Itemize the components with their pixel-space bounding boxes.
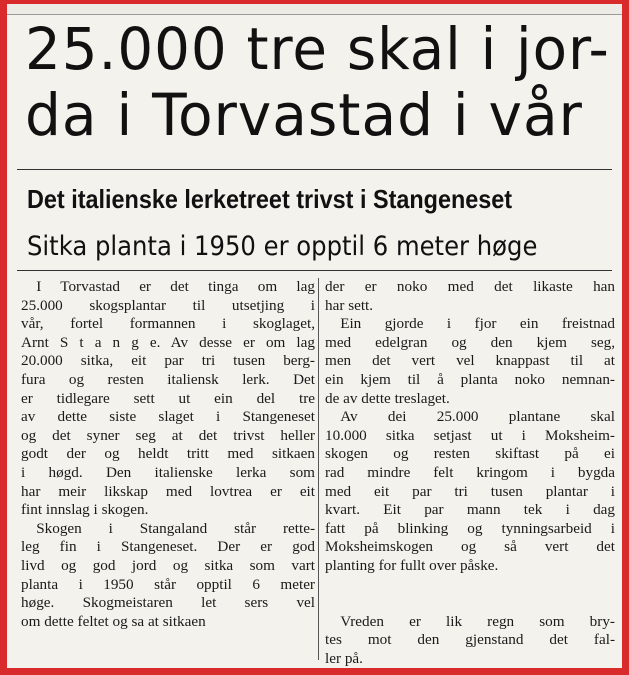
article-line: Skogen i Stangaland står rette-: [21, 519, 315, 537]
article-line: kvart. Eit par mann tek i dag: [325, 501, 615, 519]
article-line: men det vert vel knappast til at: [325, 352, 615, 370]
article-line: høge. Skogmeistaren let sers vel: [21, 594, 315, 612]
article-line: av dette siste slaget i Stangeneset: [21, 408, 315, 426]
article-line: godt der og heldt tritt med sitkaen: [21, 445, 315, 463]
article-line: [325, 594, 615, 613]
article-line: 20.000 sitka, eit par tri tusen berg-: [21, 352, 315, 370]
article-line: 10.000 sitka setjast ut i Moksheim-: [325, 426, 615, 444]
article-column-left: [21, 278, 315, 631]
article-line: og det syner seg at det trivst heller: [21, 426, 315, 444]
article-line: skogen og resten skiftast på ei: [325, 445, 615, 463]
article-line: planta i 1950 står opptil 6 meter: [21, 575, 315, 593]
article-line: har sett.: [325, 296, 374, 314]
divider-rule: [17, 270, 612, 271]
article-line: fint innslag i skogen.: [21, 501, 149, 519]
article-line: der er noko med det likaste han: [325, 278, 615, 295]
article-line: rad mindre felt kringom i bygda: [325, 463, 615, 481]
column-divider: [318, 278, 319, 660]
headline-line-2: da i Torvastad i vår: [25, 81, 583, 149]
subheadline-secondary: Sitka planta i 1950 er opptil 6 meter høge: [27, 231, 538, 262]
article-line: fatt på blinking og tynningsarbeid i: [325, 519, 615, 537]
subheadline: Det italienske lerketreet trivst i Stangeneset: [27, 184, 513, 214]
article-line: Ein gjorde i fjor ein freistnad: [325, 315, 615, 333]
article-line: ler på.: [325, 649, 363, 667]
article-line: har meir likskap med lovtrea er eit: [21, 482, 315, 500]
article-column-right: [325, 278, 615, 668]
newspaper-clipping: [7, 4, 622, 668]
article-line: Arnt S t a n g e. Av desse er om lag: [21, 333, 315, 351]
article-line: de av dette treslaget.: [325, 389, 450, 407]
article-line: med edelgran og den kjem seg,: [325, 333, 615, 351]
article-line: Vreden er lik regn som bry-: [325, 612, 615, 630]
article-line: ein kjem til å planta noko nemnan-: [325, 370, 615, 388]
article-line: i høgd. Den italienske lerka som: [21, 463, 315, 481]
divider-rule: [17, 169, 612, 170]
article-line: Moksheimskogen og så vert det: [325, 538, 615, 556]
article-line: leg fin i Stangeneset. Der er god: [21, 538, 315, 556]
article-line: med eit par tri tusen plantar i: [325, 482, 615, 500]
article-line: tes mot den gjenstand det fal-: [325, 631, 615, 649]
masthead-remnant: [7, 4, 622, 15]
article-line: planting for fullt over påske.: [325, 556, 499, 574]
article-line: fura og resten italiensk lerk. Det: [21, 370, 315, 388]
article-line: 25.000 skogsplantar til utsetjing i: [21, 296, 315, 314]
headline-line-1: 25.000 tre skal i jor-: [25, 15, 610, 83]
article-line: I Torvastad er det tinga om lag: [21, 278, 315, 295]
article-line: [325, 576, 615, 595]
article-line: livd og god jord og sitka som vart: [21, 556, 315, 574]
article-line: er tidlegare sett ut ein del tre: [21, 389, 315, 407]
article-line: vår, fortel formannen i skoglaget,: [21, 315, 315, 333]
article-line: om dette feltet og sa at sitkaen: [21, 612, 206, 630]
article-line: Av dei 25.000 plantane skal: [325, 408, 615, 426]
